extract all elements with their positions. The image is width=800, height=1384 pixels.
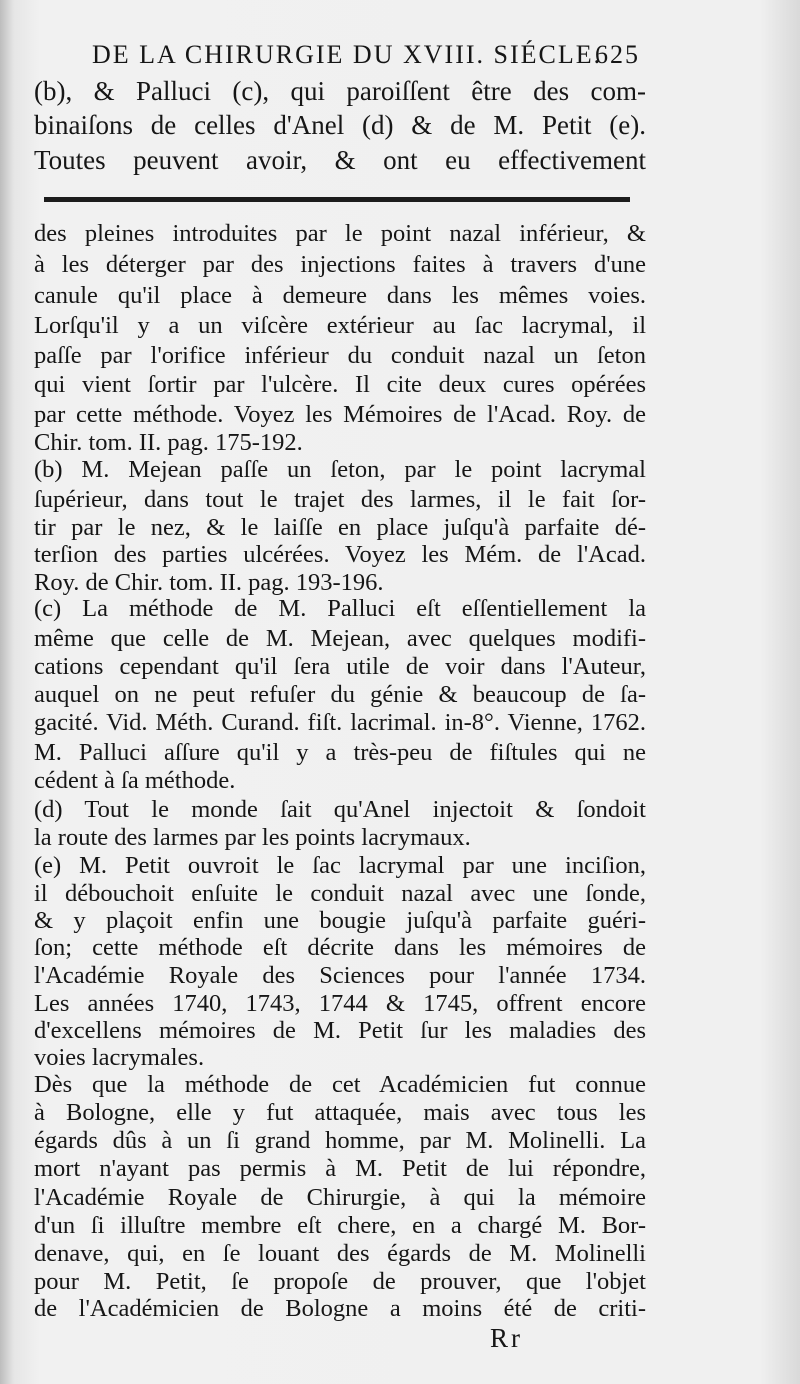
footnote-line: l'Académie Royale des Sciences pour l'année 1734. — [34, 962, 646, 989]
footnote-line: Roy. de Chir. tom. II. pag. 193-196. — [34, 569, 384, 596]
footnote-line: Les années 1740, 1743, 1744 & 1745, offrent encore — [34, 990, 646, 1017]
footnote-line: par cette méthode. Voyez les Mémoires de l'Acad. Roy. de — [34, 401, 646, 428]
footnote-line: pour M. Petit, ſe propoſe de prouver, que l'objet — [34, 1268, 646, 1295]
footnote-line: Dès que la méthode de cet Académicien fut connue — [34, 1071, 646, 1098]
text-line: binaiſons de celles d'Anel (d) & de M. Petit (e). — [34, 110, 646, 140]
footnote-line: Chir. tom. II. pag. 175-192. — [34, 429, 303, 456]
footnote-line: qui vient ſortir par l'ulcère. Il cite deux cures opérées — [34, 371, 646, 398]
footnote-line: cations cependant qu'il ſera utile de voir dans l'Auteur, — [34, 653, 646, 680]
running-title: DE LA CHIRURGIE DU XVIII. SIÉCLE. — [92, 40, 603, 69]
footnote-line: il débouchoit enſuite le conduit nazal avec une ſonde, — [34, 880, 646, 907]
footnote-line: de l'Académicien de Bologne a moins été de criti- — [34, 1295, 646, 1322]
footnote-line: égards dûs à un ſi grand homme, par M. Molinelli. La — [34, 1127, 646, 1154]
page-number: 625 — [595, 40, 640, 69]
text-line: (b), & Palluci (c), qui paroiſſent être des com- — [34, 76, 646, 106]
footnote-line: (d) Tout le monde ſait qu'Anel injectoit & ſondoit — [34, 796, 646, 823]
footnote-line: terſion des parties ulcérées. Voyez les Mém. de l'Acad. — [34, 541, 646, 568]
footnote-line: l'Académie Royale de Chirurgie, à qui la mémoire — [34, 1184, 646, 1211]
footnote-line: tir par le nez, & le laiſſe en place juſqu'à parfaite dé- — [34, 514, 646, 541]
footnote-line: M. Palluci aſſure qu'il y a très-peu de fiſtules qui ne — [34, 739, 646, 766]
footnote-line: canule qu'il place à demeure dans les mêmes voies. — [34, 282, 646, 309]
footnote-line: voies lacrymales. — [34, 1044, 205, 1071]
footnote-line: Lorſqu'il y a un viſcère extérieur au ſac lacrymal, il — [34, 312, 646, 339]
signature-mark: Rr — [490, 1323, 523, 1353]
footnote-line: (e) M. Petit ouvroit le ſac lacrymal par une inciſion, — [34, 852, 646, 879]
running-header — [92, 40, 640, 70]
text-line: Toutes peuvent avoir, & ont eu effectivement — [34, 145, 646, 175]
footnote-line: ſon; cette méthode eſt décrite dans les mémoires de — [34, 934, 646, 961]
footnote-line: à les déterger par des injections faites à travers d'une — [34, 251, 646, 278]
footnote-line: denave, qui, en ſe louant des égards de M. Molinelli — [34, 1240, 646, 1267]
footnote-line: cédent à ſa méthode. — [34, 767, 236, 794]
footnote-rule — [44, 197, 630, 202]
footnote-line: gacité. Vid. Méth. Curand. fiſt. lacrimal. in-8°. Vienne, 1762. — [34, 709, 646, 736]
footnote-line: ſupérieur, dans tout le trajet des larmes, il le fait ſor- — [34, 486, 646, 513]
footnote-line: des pleines introduites par le point nazal inférieur, & — [34, 220, 646, 247]
footnote-line: la route des larmes par les points lacrymaux. — [34, 824, 471, 851]
footnote-line: mort n'ayant pas permis à M. Petit de lui répondre, — [34, 1155, 646, 1182]
footnote-line: paſſe par l'orifice inférieur du conduit nazal un ſeton — [34, 342, 646, 369]
footnote-line: (b) M. Mejean paſſe un ſeton, par le point lacrymal — [34, 456, 646, 483]
footnote-line: & y plaçoit enfin une bougie juſqu'à parfaite guéri- — [34, 907, 646, 934]
footnote-line: à Bologne, elle y fut attaquée, mais avec tous les — [34, 1099, 646, 1126]
footnote-line: d'un ſi illuſtre membre eſt chere, en a chargé M. Bor- — [34, 1212, 646, 1239]
footnote-line: (c) La méthode de M. Palluci eſt eſſentiellement la — [34, 595, 646, 622]
footnote-line: d'excellens mémoires de M. Petit ſur les maladies des — [34, 1017, 646, 1044]
footnote-line: auquel on ne peut refuſer du génie & beaucoup de ſa- — [34, 681, 646, 708]
footnote-line: même que celle de M. Mejean, avec quelques modifi- — [34, 625, 646, 652]
